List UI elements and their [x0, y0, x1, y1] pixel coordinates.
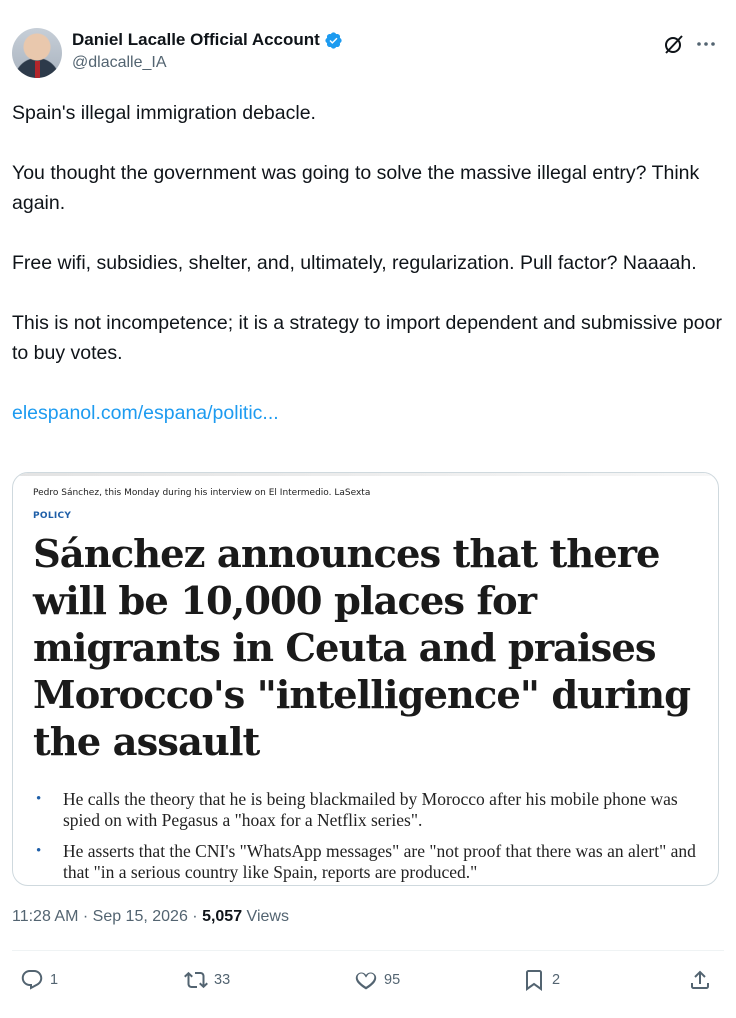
tweet-text: [12, 98, 728, 428]
article-bullets: [33, 789, 703, 886]
tweet-date[interactable]: Sep 15, 2026: [92, 908, 188, 925]
tweet-link-line: [12, 398, 728, 428]
meta-separator: ·: [187, 908, 203, 925]
article-headline: Sánchez announces that there will be 10,000 places for migrants in Ceuta and praises Morocco's "intelligence" during the assault: [33, 532, 691, 765]
tweet-paragraph-4: This is not incompetence; it is a strategy to import dependent and submissive poor to buy votes.: [12, 312, 722, 364]
tweet-header: [12, 28, 724, 80]
repost-icon: [184, 968, 208, 992]
like-icon: [354, 968, 378, 992]
more-icon[interactable]: [694, 32, 718, 56]
tweet-paragraph-3: Free wifi, subsidies, shelter, and, ultimately, regularization. Pull factor? Naaaah.: [12, 252, 697, 274]
tweet-paragraph-2: You thought the government was going to solve the massive illegal entry? Think again.: [12, 162, 700, 214]
author-display-name[interactable]: Daniel Lacalle Official Account: [72, 30, 320, 49]
article-bullet: • He calls the theory that he is being blackmailed by Morocco after his mobile phone was spied on with Pegasus a "hoax for a Netflix series".: [33, 789, 703, 831]
like-button[interactable]: [354, 968, 400, 992]
repost-button[interactable]: [184, 968, 230, 992]
repost-count: 33: [214, 972, 231, 988]
meta-separator: ·: [78, 908, 93, 925]
bookmark-count: 2: [552, 972, 561, 988]
grok-icon[interactable]: [662, 32, 686, 56]
link-preview-card[interactable]: [12, 472, 719, 886]
name-row: [72, 30, 343, 50]
paragraph-gap: [12, 218, 728, 248]
reply-button[interactable]: [20, 968, 58, 992]
like-count: 95: [384, 972, 401, 988]
paragraph-gap: [12, 368, 728, 398]
avatar-tie: [35, 61, 40, 78]
photo-caption: Pedro Sánchez, this Monday during his interview on El Intermedio. LaSexta: [33, 488, 371, 498]
card-top-strip: [13, 473, 718, 476]
author-block: [72, 30, 343, 72]
avatar[interactable]: [12, 28, 62, 78]
views-count: 5,057: [202, 908, 243, 925]
reply-count: 1: [50, 972, 59, 988]
section-tag: POLICY: [33, 511, 72, 521]
bookmark-button[interactable]: [522, 968, 560, 992]
tweet-meta: [12, 908, 289, 926]
views-label: Views: [242, 908, 289, 925]
divider: [12, 950, 724, 951]
bookmark-icon: [522, 968, 546, 992]
tweet-time[interactable]: 11:28 AM: [12, 908, 79, 925]
share-button[interactable]: [688, 968, 712, 992]
reply-icon: [20, 968, 44, 992]
verified-icon: [324, 31, 343, 50]
share-icon: [688, 968, 712, 992]
paragraph-gap: [12, 128, 728, 158]
tweet-paragraph-1: Spain's illegal immigration debacle.: [12, 102, 316, 124]
article-bullet: • He asserts that the CNI's "WhatsApp messages" are "not proof that there was an alert" and that "in a serious country like Spain, reports are produced.": [33, 841, 703, 883]
article-link[interactable]: elespanol.com/espana/politic...: [12, 402, 279, 424]
paragraph-gap: [12, 278, 728, 308]
author-handle[interactable]: @dlacalle_IA: [72, 54, 167, 71]
action-bar: [12, 968, 724, 1000]
